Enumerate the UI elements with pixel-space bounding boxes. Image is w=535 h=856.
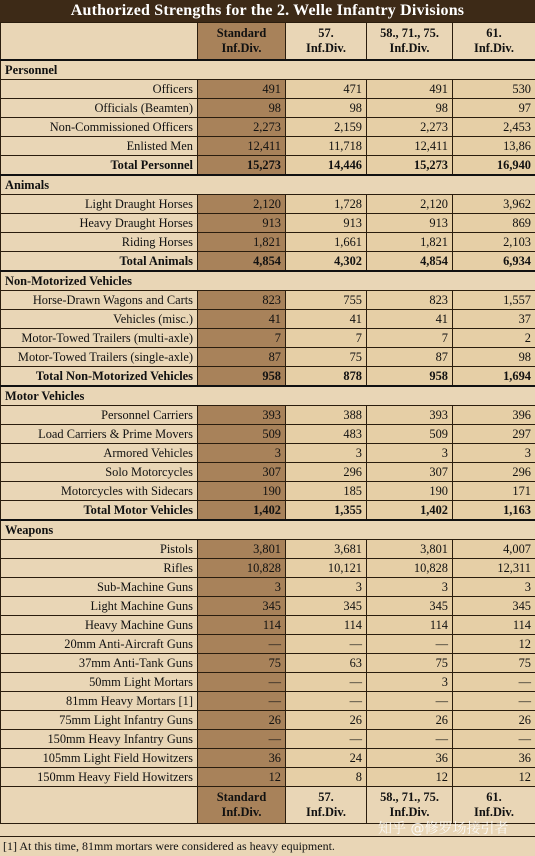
table-title: Authorized Strengths for the 2. Welle Infantry Divisions [0, 0, 535, 22]
row-label: Total Motor Vehicles [1, 501, 198, 521]
row-label: Heavy Draught Horses [1, 214, 198, 233]
value-cell: — [453, 692, 535, 711]
value-cell: 75 [286, 348, 367, 367]
top-header-row [1, 23, 535, 61]
value-cell: 393 [367, 406, 453, 425]
value-cell: 171 [453, 482, 535, 501]
value-cell: 913 [286, 214, 367, 233]
value-cell: 4,302 [286, 252, 367, 272]
value-cell: 1,163 [453, 501, 535, 521]
value-cell: 97 [453, 99, 535, 118]
column-header-line: 57. [290, 26, 362, 41]
value-cell: 4,854 [198, 252, 286, 272]
column-header-line: 58., 71., 75. [371, 790, 448, 805]
column-header [367, 23, 453, 61]
value-cell: 755 [286, 291, 367, 310]
value-cell: 1,661 [286, 233, 367, 252]
value-cell: 26 [453, 711, 535, 730]
column-header-line: Inf.Div. [371, 41, 448, 56]
value-cell: 75 [198, 654, 286, 673]
value-cell: 1,728 [286, 195, 367, 214]
row-label: Horse-Drawn Wagons and Carts [1, 291, 198, 310]
value-cell: 12,411 [198, 137, 286, 156]
row-label: 150mm Heavy Infantry Guns [1, 730, 198, 749]
table-row [1, 692, 535, 711]
table-row [1, 195, 535, 214]
value-cell: 2,273 [367, 118, 453, 137]
value-cell: 41 [367, 310, 453, 329]
value-cell: 1,821 [198, 233, 286, 252]
value-cell: 87 [367, 348, 453, 367]
table-row [1, 578, 535, 597]
column-header-line: Inf.Div. [202, 805, 281, 820]
value-cell: 75 [367, 654, 453, 673]
value-cell: 41 [198, 310, 286, 329]
table-row [1, 137, 535, 156]
value-cell: — [367, 692, 453, 711]
row-label: Non-Commissioned Officers [1, 118, 198, 137]
row-label: Enlisted Men [1, 137, 198, 156]
column-header-line: 61. [457, 26, 531, 41]
value-cell: 1,557 [453, 291, 535, 310]
value-cell: 41 [286, 310, 367, 329]
value-cell: 14,446 [286, 156, 367, 176]
column-header [286, 23, 367, 61]
value-cell: 913 [198, 214, 286, 233]
table-row [1, 540, 535, 559]
table-row [1, 673, 535, 692]
total-row [1, 156, 535, 176]
value-cell: 185 [286, 482, 367, 501]
section-heading-row [1, 60, 535, 80]
value-cell: 823 [367, 291, 453, 310]
table-row [1, 559, 535, 578]
value-cell: — [453, 730, 535, 749]
section-heading: Personnel [1, 60, 535, 80]
value-cell: 36 [198, 749, 286, 768]
table-row [1, 444, 535, 463]
row-label: Total Non-Motorized Vehicles [1, 367, 198, 387]
value-cell: 114 [453, 616, 535, 635]
value-cell: 2,159 [286, 118, 367, 137]
row-label: Load Carriers & Prime Movers [1, 425, 198, 444]
value-cell: 10,828 [198, 559, 286, 578]
value-cell: 75 [453, 654, 535, 673]
table-row [1, 730, 535, 749]
value-cell: 10,121 [286, 559, 367, 578]
value-cell: 483 [286, 425, 367, 444]
column-header-line: 57. [290, 790, 362, 805]
value-cell: 12 [453, 768, 535, 787]
table-row [1, 425, 535, 444]
row-label: Total Animals [1, 252, 198, 272]
value-cell: 98 [367, 99, 453, 118]
value-cell: 98 [453, 348, 535, 367]
value-cell: 11,718 [286, 137, 367, 156]
value-cell: 958 [198, 367, 286, 387]
column-header-line: Standard [202, 26, 281, 41]
value-cell: — [198, 635, 286, 654]
table-row [1, 99, 535, 118]
header-blank-cell [1, 23, 198, 61]
row-label: Motorcycles with Sidecars [1, 482, 198, 501]
value-cell: 3 [453, 444, 535, 463]
value-cell: 4,854 [367, 252, 453, 272]
value-cell: 396 [453, 406, 535, 425]
value-cell: 3 [286, 578, 367, 597]
table-row [1, 654, 535, 673]
value-cell: — [198, 730, 286, 749]
row-label: 37mm Anti-Tank Guns [1, 654, 198, 673]
row-label: Vehicles (misc.) [1, 310, 198, 329]
value-cell: 7 [367, 329, 453, 348]
value-cell: 190 [198, 482, 286, 501]
section-heading: Animals [1, 175, 535, 195]
column-header [198, 787, 286, 824]
value-cell: — [286, 730, 367, 749]
value-cell: 26 [286, 711, 367, 730]
strength-table [0, 22, 535, 824]
table-row [1, 291, 535, 310]
value-cell: 2 [453, 329, 535, 348]
value-cell: 345 [198, 597, 286, 616]
table-row [1, 233, 535, 252]
value-cell: 530 [453, 80, 535, 99]
value-cell: — [286, 692, 367, 711]
row-label: Light Machine Guns [1, 597, 198, 616]
table-row [1, 482, 535, 501]
value-cell: 15,273 [198, 156, 286, 176]
section-heading-row [1, 386, 535, 406]
value-cell: 190 [367, 482, 453, 501]
value-cell: 823 [198, 291, 286, 310]
value-cell: 98 [198, 99, 286, 118]
value-cell: 388 [286, 406, 367, 425]
column-header-line: Inf.Div. [290, 41, 362, 56]
value-cell: 2,453 [453, 118, 535, 137]
value-cell: 3,801 [198, 540, 286, 559]
value-cell: 1,821 [367, 233, 453, 252]
section-heading-row [1, 520, 535, 540]
value-cell: 878 [286, 367, 367, 387]
value-cell: 345 [367, 597, 453, 616]
row-label: Motor-Towed Trailers (single-axle) [1, 348, 198, 367]
row-label: Sub-Machine Guns [1, 578, 198, 597]
table-row [1, 214, 535, 233]
value-cell: 114 [367, 616, 453, 635]
table-row [1, 463, 535, 482]
table-row [1, 329, 535, 348]
value-cell: 15,273 [367, 156, 453, 176]
value-cell: 3 [367, 578, 453, 597]
column-header-line: 61. [457, 790, 531, 805]
value-cell: 10,828 [367, 559, 453, 578]
row-label: 150mm Heavy Field Howitzers [1, 768, 198, 787]
value-cell: — [367, 730, 453, 749]
table-row [1, 768, 535, 787]
table-row [1, 597, 535, 616]
value-cell: 98 [286, 99, 367, 118]
value-cell: 1,402 [367, 501, 453, 521]
column-header-line: Inf.Div. [202, 41, 281, 56]
value-cell: 1,694 [453, 367, 535, 387]
table-row [1, 310, 535, 329]
value-cell: 509 [198, 425, 286, 444]
value-cell: 87 [198, 348, 286, 367]
value-cell: 3 [367, 444, 453, 463]
row-label: Motor-Towed Trailers (multi-axle) [1, 329, 198, 348]
value-cell: 3 [453, 578, 535, 597]
value-cell: 7 [198, 329, 286, 348]
column-header-line: Inf.Div. [457, 805, 531, 820]
row-label: Personnel Carriers [1, 406, 198, 425]
section-heading-row [1, 271, 535, 291]
row-label: Officials (Beamten) [1, 99, 198, 118]
value-cell: 114 [286, 616, 367, 635]
row-label: Officers [1, 80, 198, 99]
value-cell: 3 [198, 444, 286, 463]
column-header-line: Standard [202, 790, 281, 805]
value-cell: 2,120 [198, 195, 286, 214]
column-header [453, 23, 535, 61]
row-label: Solo Motorcycles [1, 463, 198, 482]
value-cell: 296 [453, 463, 535, 482]
column-header-line: 58., 71., 75. [371, 26, 448, 41]
value-cell: 12 [367, 768, 453, 787]
row-label: Pistols [1, 540, 198, 559]
section-heading-row [1, 175, 535, 195]
row-label: Total Personnel [1, 156, 198, 176]
value-cell: 36 [453, 749, 535, 768]
table-row [1, 80, 535, 99]
column-header [198, 23, 286, 61]
table-row [1, 616, 535, 635]
value-cell: 4,007 [453, 540, 535, 559]
value-cell: 509 [367, 425, 453, 444]
value-cell: 37 [453, 310, 535, 329]
value-cell: 3,962 [453, 195, 535, 214]
column-header [286, 787, 367, 824]
table-row [1, 406, 535, 425]
value-cell: 114 [198, 616, 286, 635]
table-row [1, 749, 535, 768]
row-label: Armored Vehicles [1, 444, 198, 463]
value-cell: — [198, 673, 286, 692]
table-row [1, 348, 535, 367]
row-label: 20mm Anti-Aircraft Guns [1, 635, 198, 654]
value-cell: 13,86 [453, 137, 535, 156]
table-row [1, 635, 535, 654]
value-cell: 2,273 [198, 118, 286, 137]
column-header-line: Inf.Div. [290, 805, 362, 820]
value-cell: 345 [453, 597, 535, 616]
row-label: 50mm Light Mortars [1, 673, 198, 692]
table-row [1, 711, 535, 730]
row-label: Rifles [1, 559, 198, 578]
total-row [1, 501, 535, 521]
value-cell: 2,103 [453, 233, 535, 252]
value-cell: 1,402 [198, 501, 286, 521]
value-cell: 3 [198, 578, 286, 597]
value-cell: 16,940 [453, 156, 535, 176]
value-cell: — [198, 692, 286, 711]
header-blank-cell [1, 787, 198, 824]
value-cell: 3 [286, 444, 367, 463]
column-header-line: Inf.Div. [371, 805, 448, 820]
row-label: Riding Horses [1, 233, 198, 252]
value-cell: 869 [453, 214, 535, 233]
row-label: Heavy Machine Guns [1, 616, 198, 635]
value-cell: 958 [367, 367, 453, 387]
value-cell: 12 [453, 635, 535, 654]
value-cell: 8 [286, 768, 367, 787]
value-cell: 2,120 [367, 195, 453, 214]
value-cell: 12 [198, 768, 286, 787]
value-cell: 12,411 [367, 137, 453, 156]
section-heading: Motor Vehicles [1, 386, 535, 406]
row-label: 81mm Heavy Mortars [1] [1, 692, 198, 711]
value-cell: 26 [198, 711, 286, 730]
section-heading: Non-Motorized Vehicles [1, 271, 535, 291]
footnote: [1] At this time, 81mm mortars were considered as heavy equipment. [0, 836, 535, 856]
value-cell: 471 [286, 80, 367, 99]
total-row [1, 367, 535, 387]
value-cell: 297 [453, 425, 535, 444]
value-cell: 491 [198, 80, 286, 99]
value-cell: — [286, 673, 367, 692]
value-cell: 63 [286, 654, 367, 673]
value-cell: 3,801 [367, 540, 453, 559]
value-cell: 393 [198, 406, 286, 425]
value-cell: — [453, 673, 535, 692]
value-cell: 296 [286, 463, 367, 482]
value-cell: 491 [367, 80, 453, 99]
value-cell: 7 [286, 329, 367, 348]
section-heading: Weapons [1, 520, 535, 540]
value-cell: 307 [198, 463, 286, 482]
value-cell: 26 [367, 711, 453, 730]
table-row [1, 118, 535, 137]
value-cell: 3,681 [286, 540, 367, 559]
row-label: Light Draught Horses [1, 195, 198, 214]
value-cell: 6,934 [453, 252, 535, 272]
value-cell: 345 [286, 597, 367, 616]
column-header-line: Inf.Div. [457, 41, 531, 56]
row-label: 75mm Light Infantry Guns [1, 711, 198, 730]
row-label: 105mm Light Field Howitzers [1, 749, 198, 768]
value-cell: 12,311 [453, 559, 535, 578]
value-cell: 913 [367, 214, 453, 233]
watermark: 知乎 @修罗场接引者 [378, 818, 508, 838]
value-cell: — [367, 635, 453, 654]
value-cell: 3 [367, 673, 453, 692]
total-row [1, 252, 535, 272]
value-cell: 1,355 [286, 501, 367, 521]
value-cell: — [286, 635, 367, 654]
value-cell: 24 [286, 749, 367, 768]
value-cell: 36 [367, 749, 453, 768]
value-cell: 307 [367, 463, 453, 482]
